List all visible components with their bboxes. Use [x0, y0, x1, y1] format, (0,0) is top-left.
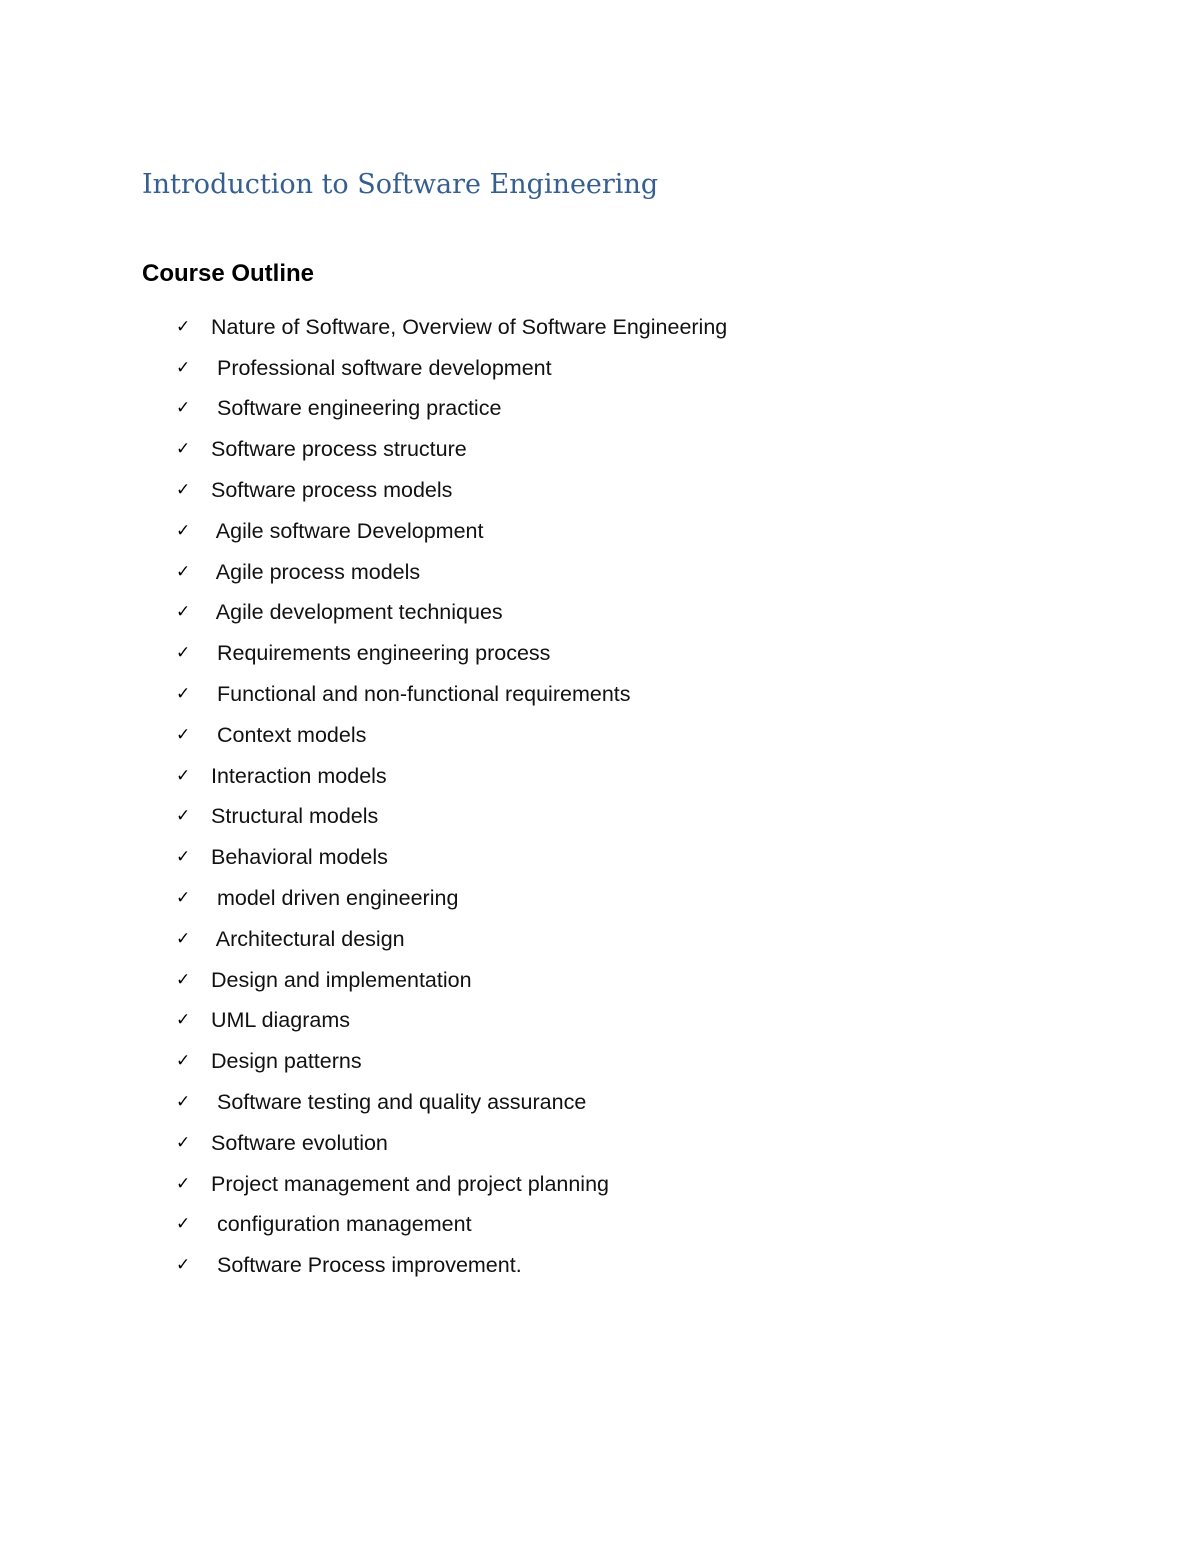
check-mark-icon: ✓: [176, 724, 191, 745]
outline-item: [176, 919, 727, 960]
outline-item-label: Interaction models: [211, 763, 387, 788]
outline-item-label: Agile software Development: [211, 518, 484, 543]
outline-item-label: Project management and project planning: [211, 1171, 610, 1196]
outline-item: [176, 1123, 727, 1164]
outline-item: [176, 511, 727, 552]
check-mark-icon: ✓: [176, 1051, 191, 1072]
outline-item: [176, 1082, 727, 1123]
outline-item-label: Architectural design: [211, 926, 405, 951]
check-mark-icon: ✓: [176, 847, 191, 868]
outline-item-label: configuration management: [211, 1212, 472, 1237]
outline-item: [176, 552, 727, 593]
outline-item-label: Professional software development: [211, 355, 552, 380]
outline-item-label: Structural models: [211, 804, 379, 829]
outline-item-label: Context models: [211, 722, 367, 747]
check-mark-icon: ✓: [176, 1173, 191, 1194]
outline-item: [176, 593, 727, 634]
check-mark-icon: ✓: [176, 1092, 191, 1113]
check-mark-icon: ✓: [176, 480, 191, 501]
outline-item-label: model driven engineering: [211, 886, 459, 911]
outline-item-label: Requirements engineering process: [211, 641, 551, 666]
document-title: Introduction to Software Engineering: [142, 169, 659, 200]
outline-item-label: Design and implementation: [211, 967, 472, 992]
check-mark-icon: ✓: [176, 561, 191, 582]
check-mark-icon: ✓: [176, 1255, 191, 1276]
check-mark-icon: ✓: [176, 806, 191, 827]
outline-item: [176, 389, 727, 430]
check-mark-icon: ✓: [176, 1214, 191, 1235]
check-mark-icon: ✓: [176, 888, 191, 909]
outline-item: [176, 1164, 727, 1205]
outline-item: [176, 756, 727, 797]
outline-item-label: Software Process improvement.: [211, 1253, 522, 1278]
check-mark-icon: ✓: [176, 357, 191, 378]
check-mark-icon: ✓: [176, 316, 191, 337]
outline-item-label: Functional and non-functional requirements: [211, 682, 631, 707]
outline-item-label: Design patterns: [211, 1049, 362, 1074]
outline-item-label: Software process models: [211, 478, 453, 503]
outline-item: [176, 715, 727, 756]
check-mark-icon: ✓: [176, 928, 191, 949]
check-mark-icon: ✓: [176, 684, 191, 705]
outline-item: [176, 878, 727, 919]
outline-item-label: Agile process models: [211, 559, 421, 584]
check-mark-icon: ✓: [176, 969, 191, 990]
outline-item: [176, 1001, 727, 1042]
outline-item-label: Software testing and quality assurance: [211, 1090, 587, 1115]
outline-item: [176, 470, 727, 511]
check-mark-icon: ✓: [176, 602, 191, 623]
check-mark-icon: ✓: [176, 520, 191, 541]
course-outline-list: [176, 307, 727, 1286]
outline-item: [176, 429, 727, 470]
outline-item: [176, 348, 727, 389]
outline-item: [176, 307, 727, 348]
outline-item-label: Software engineering practice: [211, 396, 502, 421]
check-mark-icon: ✓: [176, 643, 191, 664]
outline-item: [176, 797, 727, 838]
check-mark-icon: ✓: [176, 1132, 191, 1153]
check-mark-icon: ✓: [176, 1010, 191, 1031]
outline-item: [176, 1041, 727, 1082]
check-mark-icon: ✓: [176, 439, 191, 460]
outline-item: [176, 960, 727, 1001]
outline-item: [176, 1205, 727, 1246]
outline-item-label: Nature of Software, Overview of Software Engineering: [211, 314, 728, 339]
check-mark-icon: ✓: [176, 765, 191, 786]
check-mark-icon: ✓: [176, 398, 191, 419]
outline-item-label: UML diagrams: [211, 1008, 350, 1033]
outline-item: [176, 1245, 727, 1286]
section-heading: Course Outline: [142, 260, 315, 287]
outline-item: [176, 674, 727, 715]
outline-item-label: Software evolution: [211, 1130, 388, 1155]
outline-item-label: Behavioral models: [211, 845, 388, 870]
outline-item-label: Agile development techniques: [211, 600, 503, 625]
outline-item-label: Software process structure: [211, 437, 467, 462]
outline-item: [176, 633, 727, 674]
outline-item: [176, 837, 727, 878]
